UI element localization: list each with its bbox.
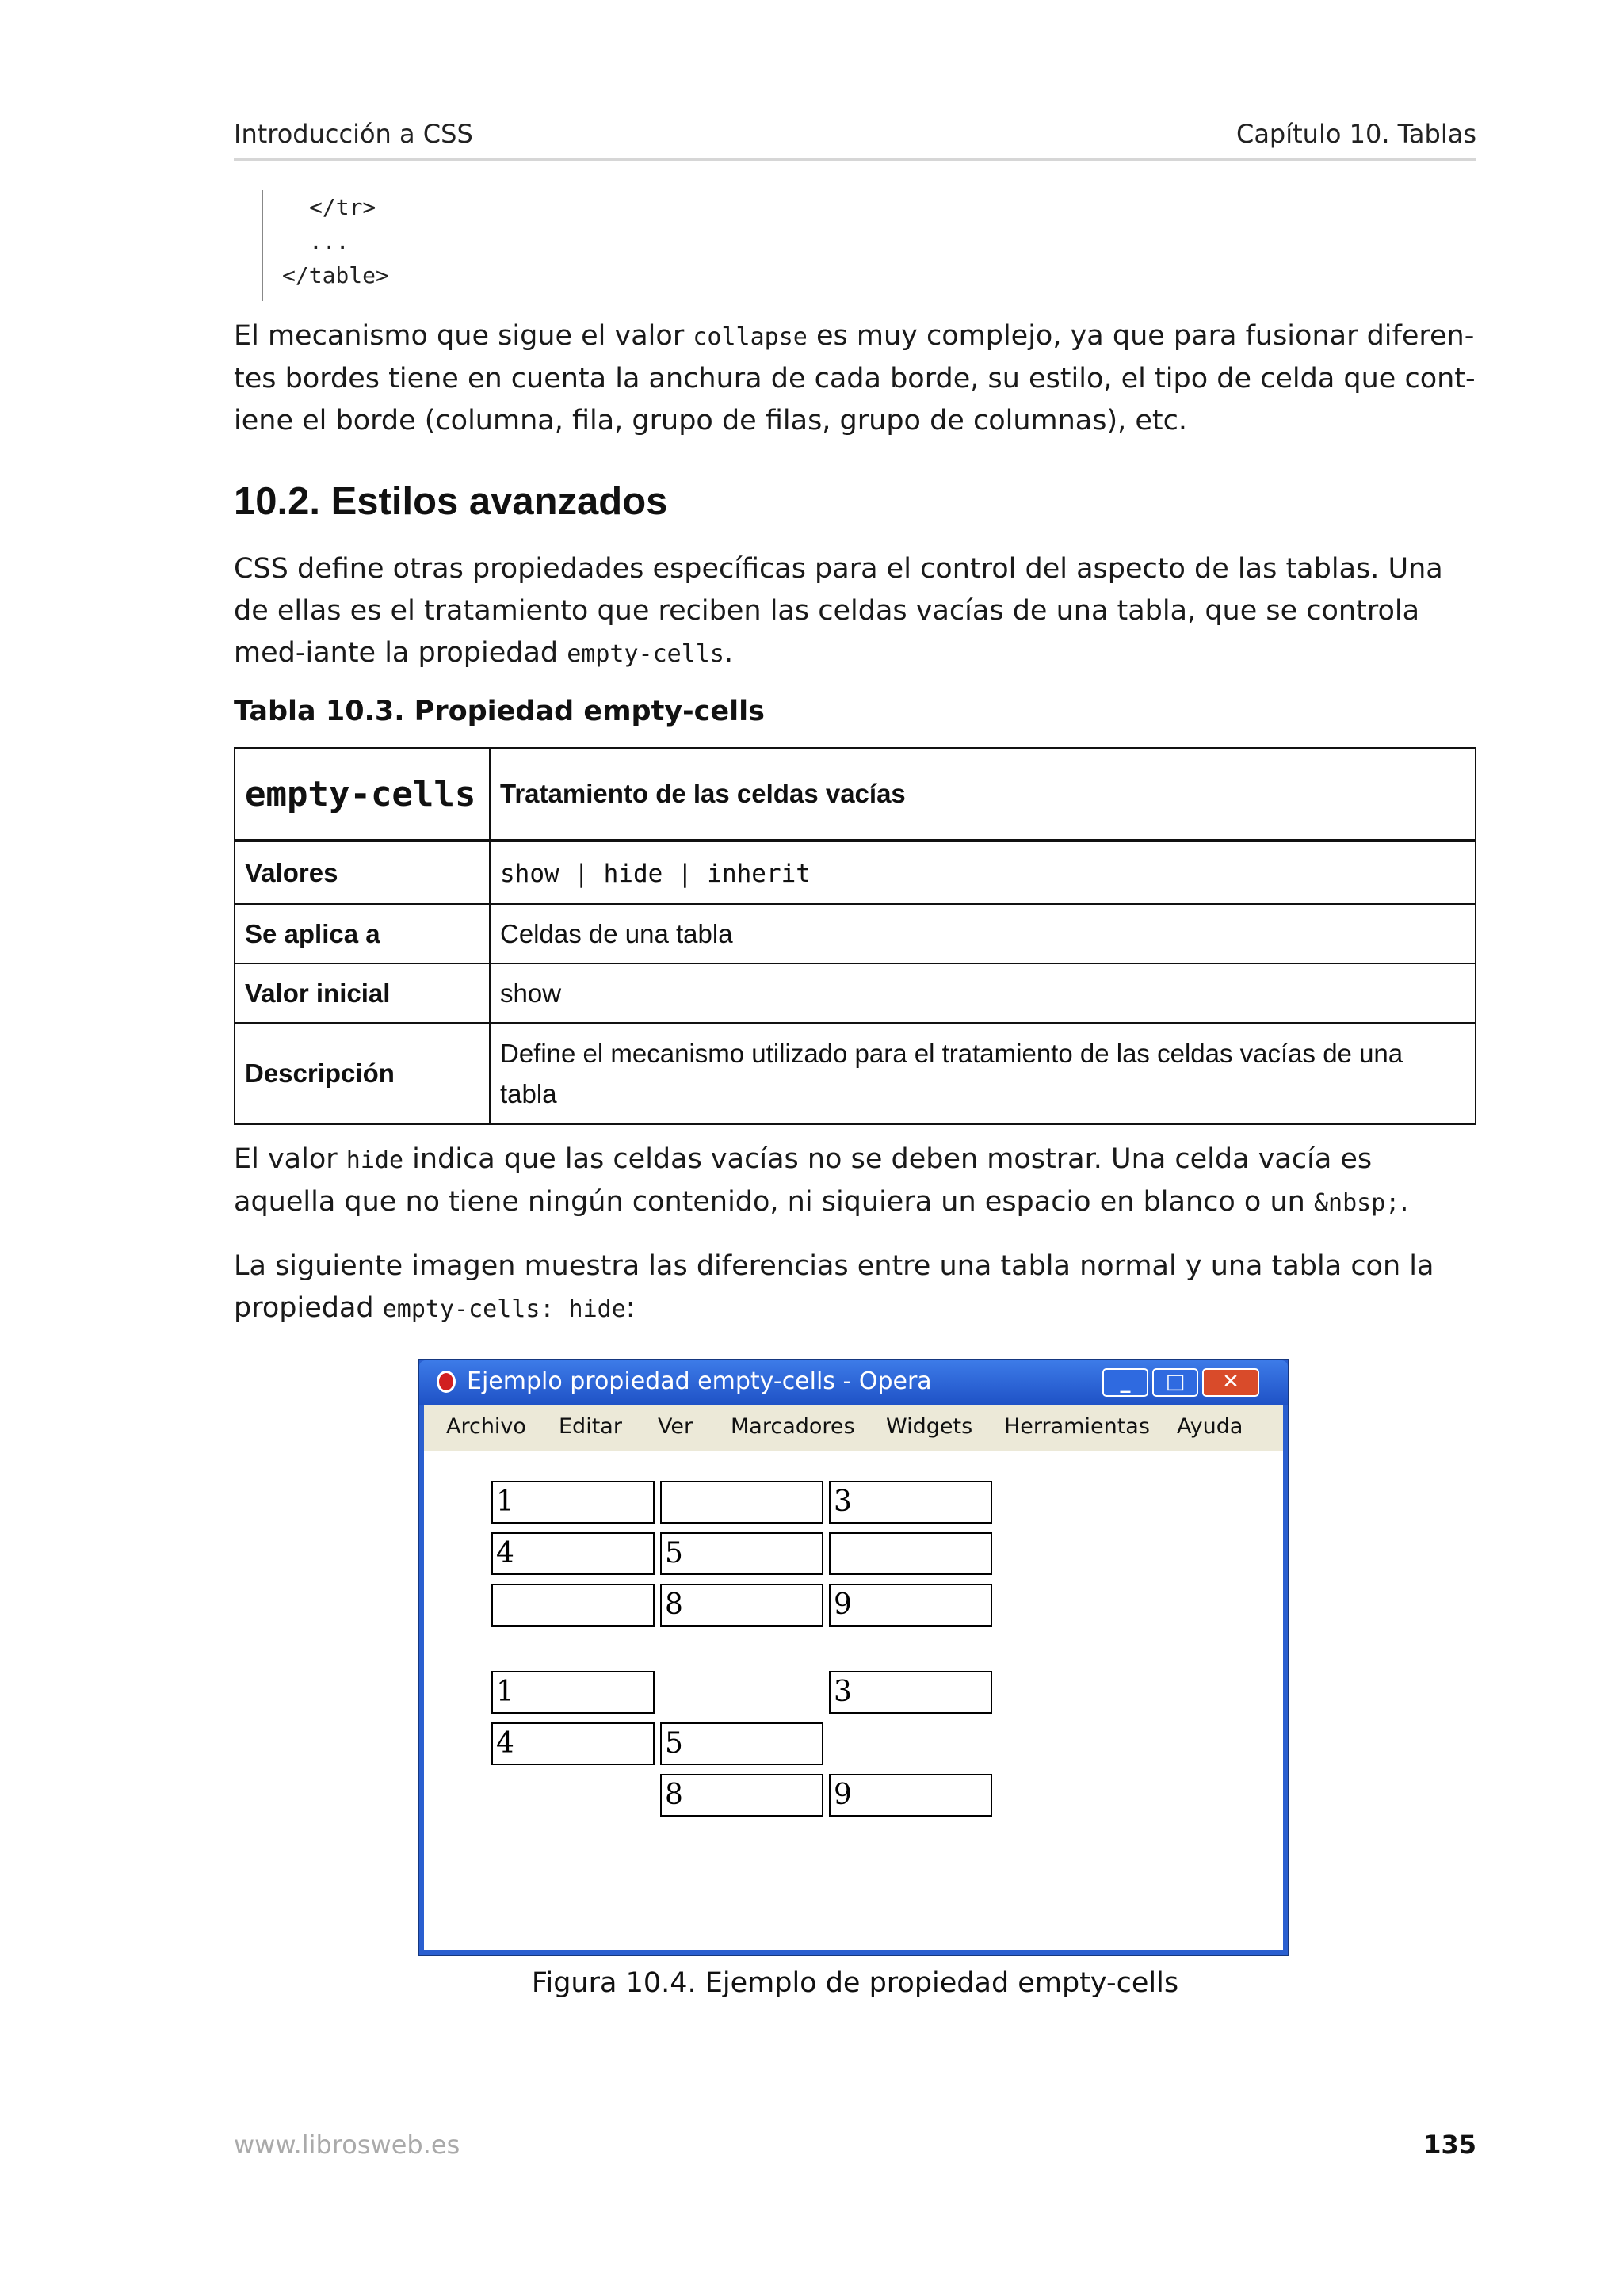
- table1-cell: 4: [491, 1532, 655, 1575]
- property-name: empty-cells: [245, 773, 476, 814]
- window-client-area: [424, 1405, 1283, 1950]
- text: es muy complejo, ya que para fusionar diferen-tes bordes tiene en cuenta la anchura de cada borde, su estilo, el tipo de celda que cont-iene el borde (columna, fila, grupo de filas, grupo de columnas), etc.: [234, 320, 1476, 437]
- menu-herramientas[interactable]: Herramientas: [1004, 1414, 1150, 1439]
- property-table: [234, 747, 1476, 1125]
- inline-code: &nbsp;: [1313, 1189, 1400, 1217]
- close-button[interactable]: ✕: [1202, 1368, 1259, 1397]
- inline-code: collapse: [693, 323, 808, 351]
- table1-cell: [491, 1584, 655, 1627]
- header-chapter: Capítulo 10. Tablas: [1235, 119, 1476, 149]
- table1-cell: 3: [829, 1481, 992, 1524]
- paragraph-figure-intro: [234, 1245, 1476, 1330]
- table2-cell: 5: [660, 1722, 823, 1765]
- code-line: ...: [309, 228, 349, 254]
- text: .: [724, 637, 734, 669]
- paragraph-hide: [234, 1138, 1476, 1224]
- table1-cell: 5: [660, 1532, 823, 1575]
- window-titlebar: [419, 1360, 1288, 1405]
- minimize-button[interactable]: _: [1102, 1368, 1148, 1397]
- maximize-button[interactable]: □: [1152, 1368, 1198, 1397]
- text: .: [1400, 1186, 1409, 1218]
- menu-ver[interactable]: Ver: [658, 1414, 693, 1439]
- table1-cell: [660, 1481, 823, 1524]
- menu-editar[interactable]: Editar: [559, 1414, 622, 1439]
- row-label: Valores: [235, 841, 490, 904]
- property-title: Tratamiento de las celdas vacías: [500, 779, 906, 808]
- menu-widgets[interactable]: Widgets: [886, 1414, 973, 1439]
- row-label: Se aplica a: [235, 904, 490, 963]
- table-header-row: [235, 748, 1476, 841]
- property-name-cell: [235, 748, 490, 841]
- table-row: [235, 841, 1476, 904]
- window-title: Ejemplo propiedad empty-cells - Opera: [467, 1367, 932, 1395]
- footer-site: www.librosweb.es: [234, 2130, 460, 2160]
- menu-bar: [424, 1405, 1283, 1451]
- table-row: [235, 904, 1476, 963]
- row-label: Descripción: [235, 1023, 490, 1124]
- paragraph-intro: [234, 548, 1476, 675]
- table1-cell: 8: [660, 1584, 823, 1627]
- values-text: show | hide | inherit: [500, 859, 811, 888]
- code-block: [262, 190, 389, 301]
- text: :: [625, 1292, 636, 1324]
- paragraph-collapse: [234, 315, 1476, 442]
- page-number: 135: [1423, 2130, 1476, 2160]
- browser-window-screenshot: [418, 1359, 1289, 1956]
- table1-cell: 1: [491, 1481, 655, 1524]
- property-title-cell: [490, 748, 1476, 841]
- table2-cell: 1: [491, 1671, 655, 1714]
- table1-cell: 9: [829, 1584, 992, 1627]
- table-caption: Tabla 10.3. Propiedad empty-cells: [234, 696, 765, 727]
- row-value: Celdas de una tabla: [490, 904, 1476, 963]
- text: El mecanismo que sigue el valor: [234, 320, 693, 352]
- code-line: </table>: [282, 262, 389, 288]
- row-value: show: [490, 963, 1476, 1023]
- table-row: [235, 963, 1476, 1023]
- table2-cell: 3: [829, 1671, 992, 1714]
- menu-ayuda[interactable]: Ayuda: [1177, 1414, 1243, 1439]
- text: CSS define otras propiedades específicas para el control del aspecto de las tablas. Una de ellas es el tratamiento que reciben las celdas vacías de una tabla, que se controla med-iante la propiedad: [234, 553, 1443, 669]
- menu-archivo[interactable]: Archivo: [446, 1414, 526, 1439]
- table1-cell: [829, 1532, 992, 1575]
- row-label: Valor inicial: [235, 963, 490, 1023]
- row-value: [490, 841, 1476, 904]
- text: indica que las celdas vacías no se deben mostrar. Una celda vacía es aquella que no tiene ningún contenido, ni siquiera un espacio en blanco o un: [234, 1143, 1373, 1218]
- page-header: [234, 119, 1476, 161]
- inline-code: empty-cells: hide: [382, 1295, 626, 1323]
- inline-code: empty-cells: [567, 640, 724, 668]
- figure-caption: Figura 10.4. Ejemplo de propiedad empty-cells: [531, 1967, 1179, 1999]
- code-line: </tr>: [309, 194, 376, 220]
- text: El valor: [234, 1143, 346, 1175]
- opera-logo-icon: [437, 1371, 456, 1393]
- header-book-title: Introducción a CSS: [234, 119, 473, 149]
- table2-cell: 9: [829, 1774, 992, 1817]
- section-title: 10.2. Estilos avanzados: [234, 480, 668, 523]
- table2-cell: 8: [660, 1774, 823, 1817]
- row-value: Define el mecanismo utilizado para el tratamiento de las celdas vacías de una tabla: [490, 1023, 1476, 1124]
- table-row: [235, 1023, 1476, 1124]
- menu-marcadores[interactable]: Marcadores: [731, 1414, 855, 1439]
- text: La siguiente imagen muestra las diferencias entre una tabla normal y una tabla con la propiedad: [234, 1250, 1434, 1324]
- inline-code: hide: [346, 1146, 404, 1174]
- table2-cell: 4: [491, 1722, 655, 1765]
